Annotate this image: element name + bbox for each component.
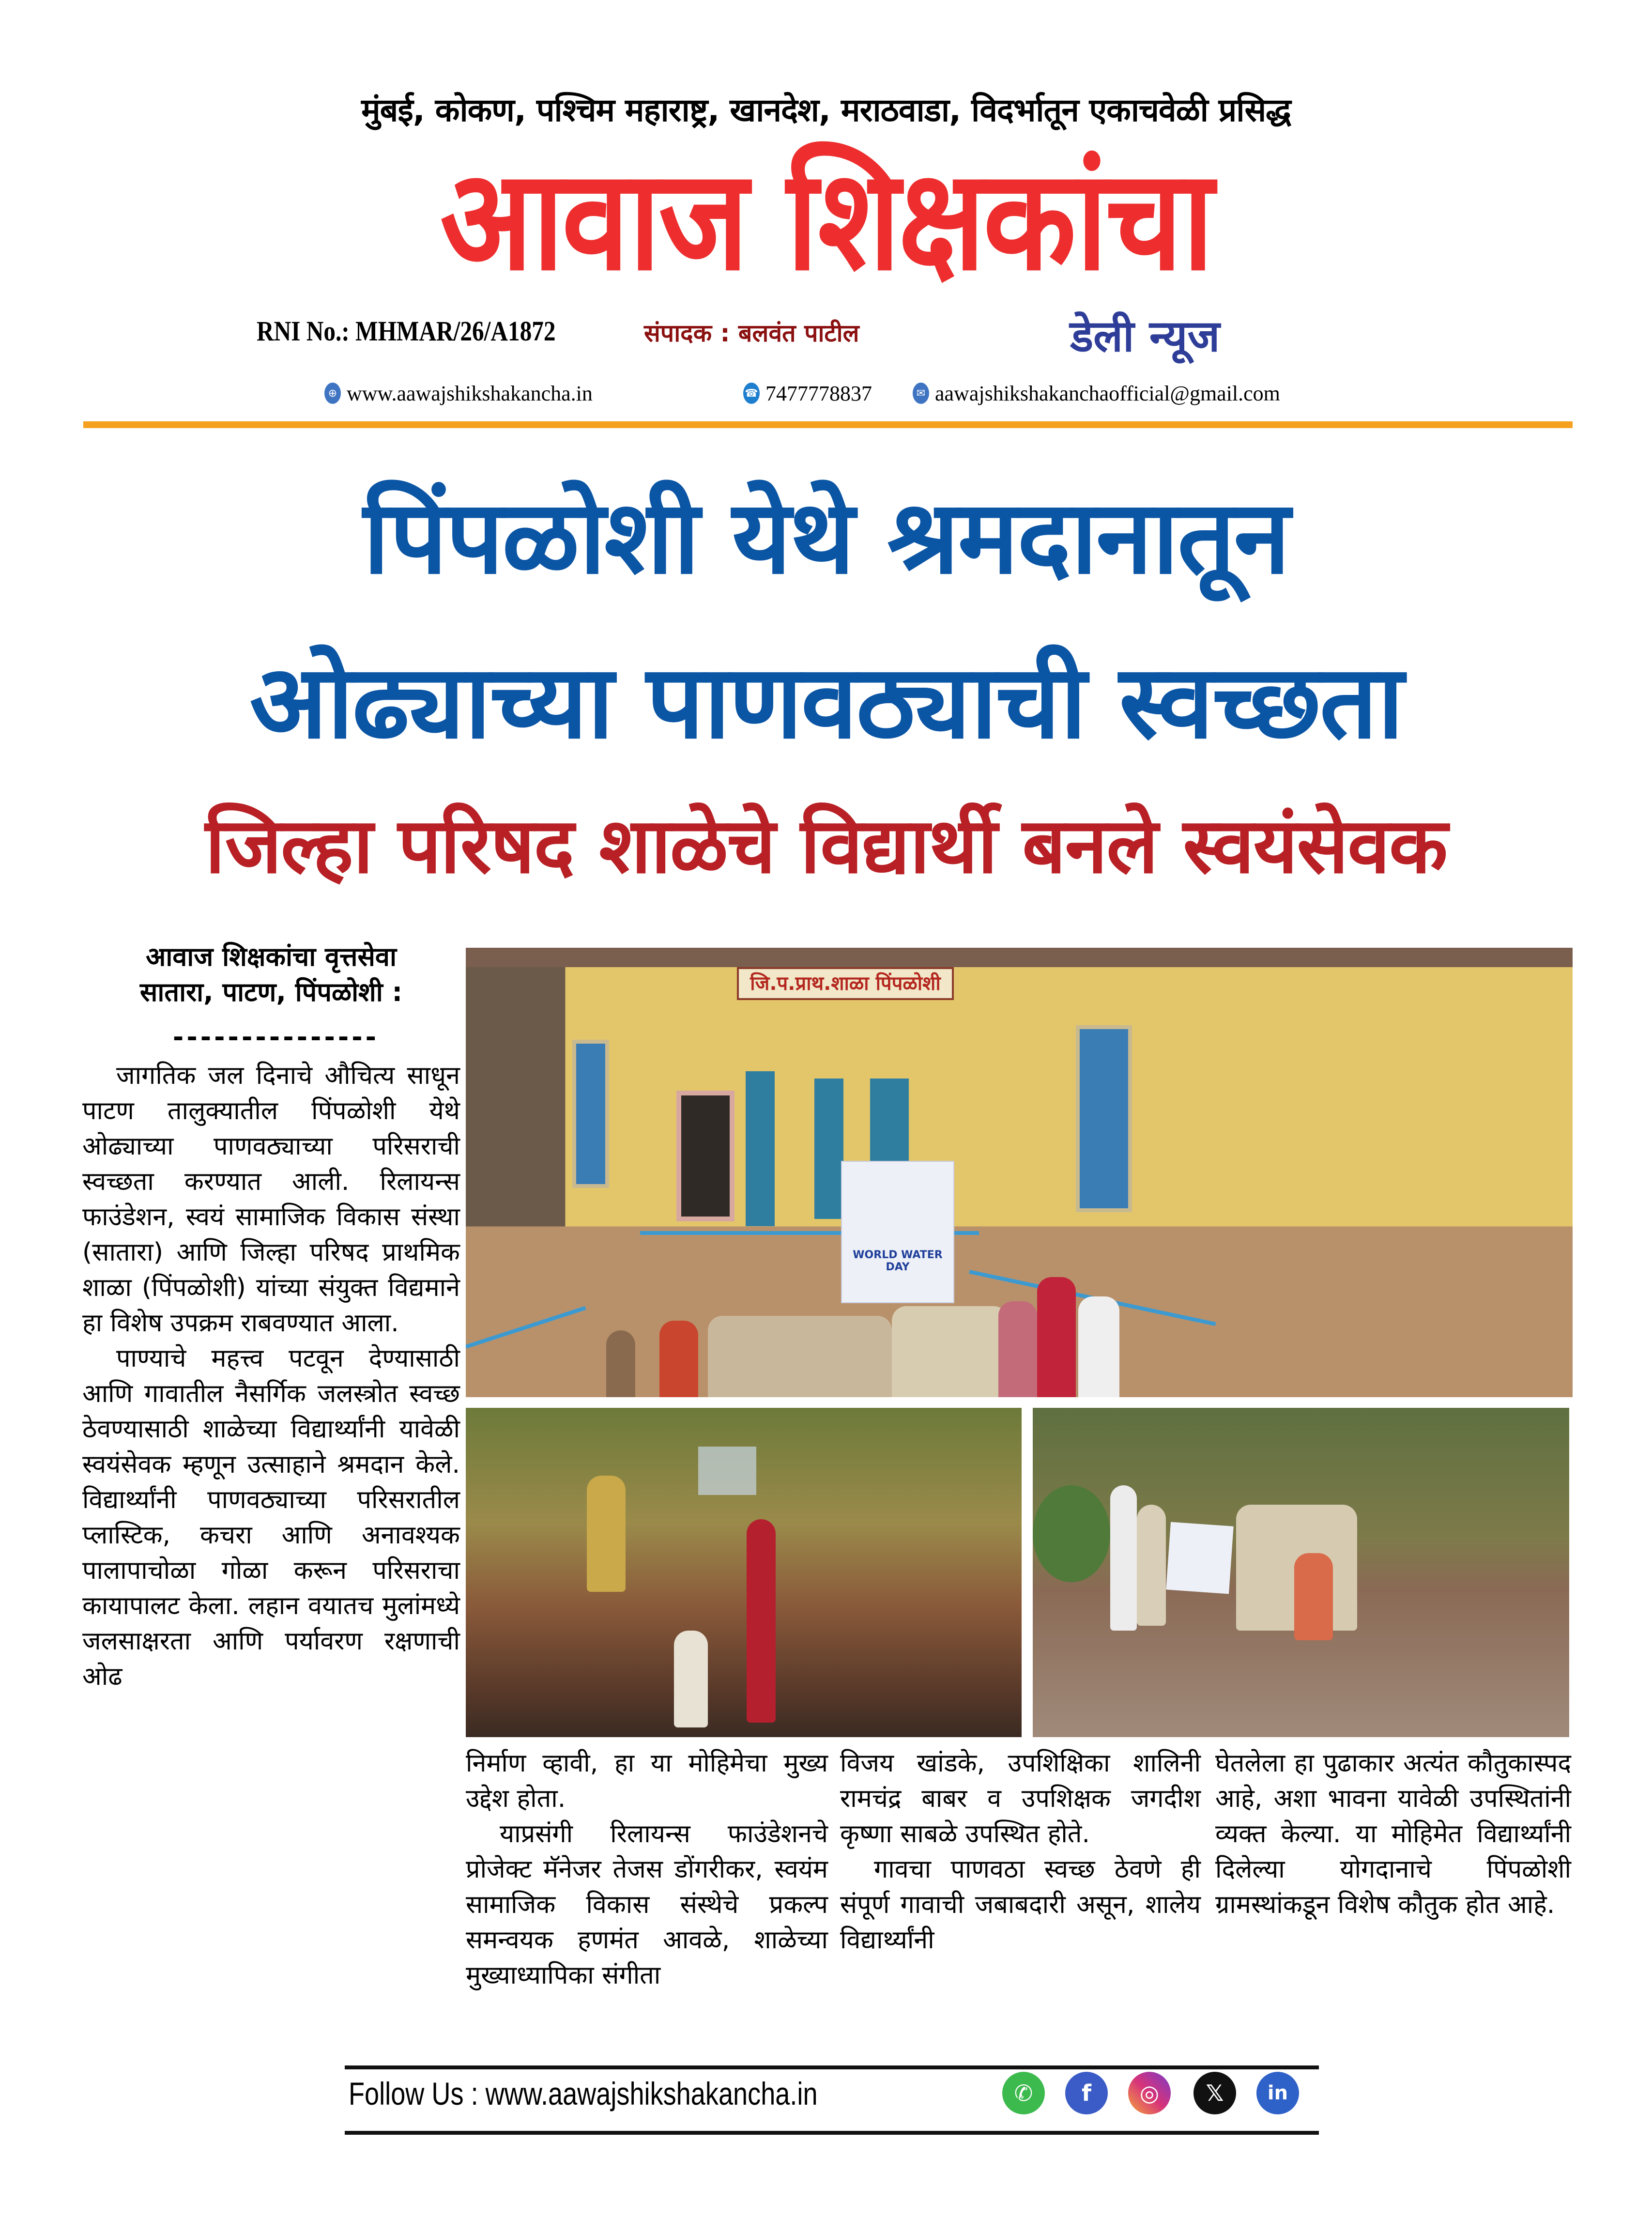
edition-label: डेली न्यूज [1070, 311, 1220, 362]
phone-number[interactable]: 7477778837 [765, 381, 872, 405]
globe-icon: ⊕ [324, 383, 341, 404]
photo-blackboard [676, 1091, 734, 1221]
mail-icon: ✉ [913, 383, 929, 404]
rni-number: RNI No.: MHMAR/26/A1872 [257, 315, 556, 347]
linkedin-icon[interactable]: in [1256, 2072, 1299, 2114]
masthead-divider [83, 421, 1573, 428]
photo-window [572, 1040, 609, 1188]
dateline-location: सातारा, पाटण, पिंपळोशी : [139, 976, 403, 1007]
headline-line-2: ओढ्याच्या पाणवठ्याची स्वच्छता [249, 643, 1403, 761]
photo-door [746, 1071, 775, 1226]
photo-volunteers-banner [1033, 1408, 1569, 1737]
email-contact [913, 379, 1280, 408]
footer-rule-bottom [345, 2131, 1319, 2135]
dateline-agency: आवाज शिक्षकांचा वृत्तसेवा [146, 941, 397, 972]
person [587, 1476, 626, 1592]
paragraph: याप्रसंगी रिलायन्स फाउंडेशनचे प्रोजेक्ट मॅनेजर तेजस डोंगरीकर, स्वयंम सामाजिक विकास संस्थेचे प्रकल्प समन्वयक हणमंत आवळे, शाळेच्या मुख्याध्यापिका संगीता [466, 1819, 828, 1990]
paragraph: विजय खांडके, उपशिक्षिका शालिनी रामचंद्र बाबर व उपशिक्षक जगदीश कृष्णा साबळे उपस्थित होते. [840, 1749, 1201, 1849]
person-group [708, 1316, 892, 1397]
article-column-3 [840, 1746, 1201, 1958]
whatsapp-icon[interactable]: ✆ [1002, 2072, 1045, 2114]
paragraph: घेतलेला हा पुढाकार अत्यंत कौतुकास्पद आहे, अशा भावना यावेळी उपस्थितांनी व्यक्त केल्या. या मोहिमेत विद्यार्थ्यांनी दिलेल्या योगदानाचे पिंपळोशी ग्रामस्थांकडून विशेष कौतुक होत आहे. [1215, 1749, 1571, 1919]
phone-contact [743, 379, 872, 408]
phone-icon: ☎ [743, 383, 760, 404]
world-water-day-banner [841, 1161, 954, 1303]
instagram-icon[interactable]: ◎ [1128, 2072, 1171, 2114]
website-link[interactable]: www.aawajshikshakancha.in [347, 381, 593, 405]
person [659, 1321, 698, 1397]
headline-line-1: पिंपळोशी येथे श्रमदानातून [363, 478, 1289, 597]
paragraph: जागतिक जल दिनाचे औचित्य साधून पाटण तालुक्यातील पिंपळोशी येथे ओढ्याच्या पाणवठ्याच्या परिसराची स्वच्छता करण्यात आली. रिलायन्स फाउंडेशन, स्वयं सामाजिक विकास संस्था (सातारा) आणि जिल्हा परिषद प्राथमिक शाळा (पिंपळोशी) यांच्या संयुक्त विद्यमाने हा विशेष उपक्रम राबवण्यात आला. [82, 1061, 460, 1338]
photo-door [814, 1079, 843, 1219]
article-column-left [82, 1058, 460, 1695]
banner-text: WORLD WATER DAY [853, 1249, 943, 1273]
newspaper-brand-name: आवाज शिक्षकांचा [440, 139, 1212, 301]
photo-window [1076, 1025, 1132, 1212]
person [1110, 1485, 1137, 1631]
website-contact [324, 379, 593, 408]
person [998, 1301, 1037, 1397]
waste-bags [1294, 1553, 1333, 1640]
email-address[interactable]: aawajshikshakanchaofficial@gmail.com [935, 381, 1280, 405]
person [1137, 1505, 1166, 1626]
photo-railing [466, 1306, 586, 1349]
photo-sky [698, 1447, 756, 1495]
person [747, 1519, 776, 1723]
person [674, 1631, 708, 1727]
paragraph: गावचा पाणवठा स्वच्छ ठेवणे ही संपूर्ण गावाची जबाबदारी असून, शालेय विद्यार्थ्यांनी [840, 1855, 1201, 1955]
photo-stream-cleanup [466, 1408, 1022, 1737]
article-column-4 [1215, 1746, 1571, 1923]
subheadline: जिल्हा परिषद शाळेचे विद्यार्थी बनले स्वयंसेवक [205, 801, 1447, 891]
person [1037, 1277, 1076, 1397]
dateline [82, 940, 460, 1010]
photo-bush [1033, 1485, 1110, 1582]
school-sign: जि.प.प्राथ.शाळा पिंपळोशी [737, 967, 954, 1000]
person [606, 1330, 635, 1397]
photo-roof [466, 948, 1573, 967]
article-column-2 [466, 1746, 828, 1993]
person [1078, 1296, 1119, 1397]
masthead-tagline: मुंबई, कोकण, पश्चिम महाराष्ट्र, खानदेश, मराठवाडा, विदर्भातून एकाचवेळी प्रसिद्ध [361, 92, 1291, 129]
photo-school-group [466, 948, 1573, 1397]
follow-us-link[interactable]: Follow Us : www.aawajshikshakancha.in [349, 2076, 818, 2111]
footer-rule-top [345, 2065, 1319, 2069]
editor-name: संपादक : बलवंत पाटील [644, 319, 859, 347]
dateline-rule: --------------- [172, 1022, 380, 1052]
paragraph: पाण्याचे महत्त्व पटवून देण्यासाठी आणि गावातील नैसर्गिक जलस्त्रोत स्वच्छ ठेवण्यासाठी शाळेच्या विद्यार्थ्यांनी यावेळी स्वयंसेवक म्हणून उत्साहाने श्रमदान केले. विद्यार्थ्यांनी पाणवठ्याच्या परिसरातील प्लास्टिक, कचरा आणि अनावश्यक पालापाचोळा गोळा करून परिसराचा कायापालट केला. लहान वयातच मुलांमध्ये जलसाक्षरता आणि पर्यावरण रक्षणाची ओढ [82, 1344, 460, 1691]
person-group [892, 1306, 1008, 1397]
world-water-day-banner [1166, 1522, 1233, 1594]
paragraph: निर्माण व्हावी, हा या मोहिमेचा मुख्य उद्देश होता. [466, 1749, 828, 1813]
x-icon[interactable]: 𝕏 [1193, 2072, 1236, 2114]
facebook-icon[interactable]: f [1065, 2072, 1108, 2114]
